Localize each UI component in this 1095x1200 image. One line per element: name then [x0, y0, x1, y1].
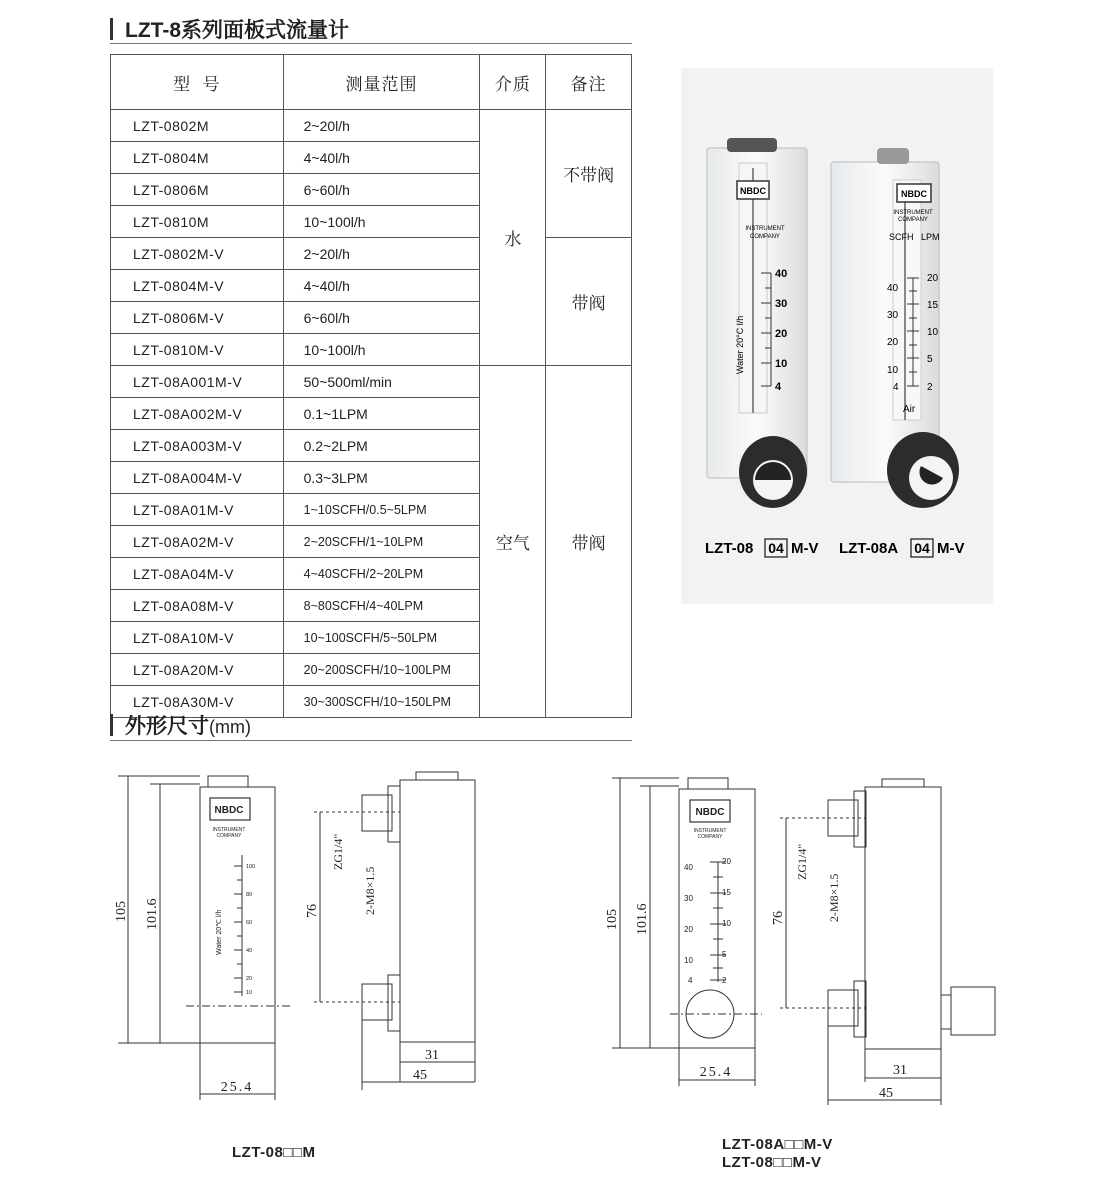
drawing-scale-number: 15 — [722, 888, 731, 897]
note-no-valve-cell: 不带阀 — [546, 110, 632, 238]
range-cell: 10~100l/h — [283, 206, 480, 238]
photo-caption-left — [705, 539, 819, 557]
header-medium: 介质 — [480, 55, 546, 110]
section-title-text: LZT-8系列面板式流量计 — [125, 19, 349, 42]
mount-spec: 2-M8×1.5 — [363, 866, 377, 915]
range-cell: 20~200SCFH/10~100LPM — [283, 654, 480, 686]
drawing-scale-number: 60 — [246, 920, 253, 926]
section-title-dimensions — [110, 710, 251, 740]
drawing2-caption-1: LZT-08A□□M-V — [722, 1136, 833, 1153]
scale-number: 15 — [927, 300, 939, 311]
range-cell: 2~20SCFH/1~10LPM — [283, 526, 480, 558]
dim-scale-height: 101.6 — [635, 903, 650, 935]
range-cell: 30~300SCFH/10~150LPM — [283, 686, 480, 718]
header-model: 型 号 — [111, 55, 284, 110]
range-cell: 6~60l/h — [283, 302, 480, 334]
flowmeter-left — [707, 138, 807, 508]
drawing1-labels — [114, 805, 439, 1095]
drawing-scale-number: 80 — [246, 892, 253, 898]
range-cell: 4~40l/h — [283, 270, 480, 302]
drawing-scale-number: 100 — [246, 864, 256, 870]
caption-suffix: M-V — [937, 540, 965, 557]
thread-spec: ZG1/4" — [331, 833, 345, 870]
drawing-scale-number: 4 — [688, 976, 693, 985]
dim-total-height: 105 — [605, 909, 620, 930]
scale-number: 2 — [927, 382, 933, 393]
drawing-brand: NBDC — [695, 807, 725, 818]
brand-sub2: COMPANY — [750, 234, 780, 240]
scale-number: 20 — [775, 328, 788, 340]
caption-box: 04 — [768, 540, 784, 556]
scale-number: 10 — [927, 327, 939, 338]
product-photo — [681, 68, 993, 604]
flowmeter-right — [831, 148, 959, 508]
dim-depth-45: 45 — [413, 1068, 427, 1083]
dim-scale-height: 101.6 — [145, 898, 160, 930]
scale-number: 20 — [927, 273, 939, 284]
title-underline — [110, 43, 632, 44]
model-cell: LZT-0806M-V — [111, 302, 284, 334]
range-cell: 4~40l/h — [283, 142, 480, 174]
title-bar — [110, 18, 113, 40]
range-cell: 0.3~3LPM — [283, 462, 480, 494]
header-note: 备注 — [546, 55, 632, 110]
dim-depth-31: 31 — [893, 1063, 907, 1078]
product-photo-illustration — [681, 68, 993, 604]
table-header-row — [111, 55, 632, 110]
range-cell: 50~500ml/min — [283, 366, 480, 398]
model-cell: LZT-08A02M-V — [111, 526, 284, 558]
drawing1-front-view — [186, 776, 290, 1043]
title-underline — [110, 740, 632, 741]
drawing1-caption: LZT-08□□M — [232, 1144, 316, 1161]
dim-port-spacing: 76 — [771, 911, 786, 925]
caption-suffix: M-V — [791, 540, 819, 557]
range-cell: 6~60l/h — [283, 174, 480, 206]
brand-logo: NBDC — [901, 189, 927, 199]
dim-total-height: 105 — [114, 901, 129, 922]
air-label: Air — [903, 404, 916, 415]
drawing-brand-sub1: INSTRUMENT — [693, 828, 727, 834]
drawing-brand-sub2: COMPANY — [216, 833, 242, 839]
range-cell: 0.1~1LPM — [283, 398, 480, 430]
unit-left: SCFH — [889, 232, 914, 242]
medium-air-cell: 空气 — [480, 366, 546, 718]
range-cell: 0.2~2LPM — [283, 430, 480, 462]
section-title-spec — [110, 14, 349, 44]
title-bar — [110, 714, 113, 736]
drawing2-dimensions — [612, 778, 755, 1086]
drawing-scale-number: 10 — [246, 990, 253, 996]
table-row — [111, 366, 632, 398]
header-range: 测量范围 — [283, 55, 480, 110]
dim-depth-45: 45 — [879, 1086, 893, 1101]
drawing-brand-sub2: COMPANY — [697, 834, 723, 840]
model-cell: LZT-0810M — [111, 206, 284, 238]
drawing2-labels — [605, 807, 907, 1101]
scale-label: Water 20°C l/h — [735, 315, 745, 374]
drawing-scale-number: 20 — [246, 976, 253, 982]
scale-number: 10 — [775, 358, 788, 370]
scale-number: 4 — [893, 382, 899, 393]
drawing-scale-number: 40 — [684, 863, 693, 872]
range-cell: 2~20l/h — [283, 110, 480, 142]
mount-spec: 2-M8×1.5 — [827, 873, 841, 922]
drawing1-dimensions — [118, 776, 275, 1100]
range-cell: 4~40SCFH/2~20LPM — [283, 558, 480, 590]
drawing-scale-number: 30 — [684, 894, 693, 903]
thread-spec: ZG1/4" — [795, 843, 809, 880]
model-cell: LZT-0806M — [111, 174, 284, 206]
dim-width: 25.4 — [220, 1080, 254, 1095]
scale-number: 20 — [887, 337, 899, 348]
brand-sub2: COMPANY — [898, 217, 928, 223]
model-cell: LZT-08A10M-V — [111, 622, 284, 654]
model-cell: LZT-08A002M-V — [111, 398, 284, 430]
model-cell: LZT-0802M-V — [111, 238, 284, 270]
model-cell: LZT-08A30M-V — [111, 686, 284, 718]
note-valve-air-cell: 带阀 — [546, 366, 632, 718]
drawing-scale-number: 10 — [684, 956, 693, 965]
scale-number: 40 — [775, 268, 788, 280]
photo-caption-right — [839, 539, 965, 557]
drawing-scale-number: 20 — [684, 925, 693, 934]
drawing-scale-number: 20 — [722, 857, 731, 866]
model-cell: LZT-0802M — [111, 110, 284, 142]
scale-number: 4 — [775, 381, 782, 393]
model-cell: LZT-08A003M-V — [111, 430, 284, 462]
drawing-brand: NBDC — [214, 805, 244, 816]
model-cell: LZT-08A20M-V — [111, 654, 284, 686]
brand-logo: NBDC — [740, 186, 766, 196]
caption-box: 04 — [914, 540, 930, 556]
scale-number: 40 — [887, 283, 899, 294]
drawing-scale-number: 2 — [722, 976, 727, 985]
caption-text: LZT-08 — [705, 540, 754, 557]
note-valve-cell: 带阀 — [546, 238, 632, 366]
drawing-brand-sub1: INSTRUMENT — [212, 827, 246, 833]
model-cell: LZT-0804M — [111, 142, 284, 174]
model-cell: LZT-08A001M-V — [111, 366, 284, 398]
drawing-scale-number: 40 — [246, 948, 253, 954]
model-cell: LZT-08A04M-V — [111, 558, 284, 590]
range-cell: 1~10SCFH/0.5~5LPM — [283, 494, 480, 526]
drawing-scale-label: Water 20℃ l/h — [216, 909, 223, 955]
dim-port-spacing: 76 — [305, 904, 320, 918]
drawing2-front-view — [670, 778, 762, 1048]
model-cell: LZT-0804M-V — [111, 270, 284, 302]
range-cell: 10~100l/h — [283, 334, 480, 366]
scale-number: 30 — [775, 298, 788, 310]
range-cell: 2~20l/h — [283, 238, 480, 270]
brand-sub1: INSTRUMENT — [745, 226, 785, 232]
spec-table — [110, 54, 632, 718]
drawing-scale-number: 10 — [722, 919, 731, 928]
drawing2-side-view — [780, 779, 995, 1105]
brand-sub1: INSTRUMENT — [893, 210, 933, 216]
scale-number: 10 — [887, 365, 899, 376]
model-cell: LZT-08A01M-V — [111, 494, 284, 526]
scale-number: 30 — [887, 310, 899, 321]
range-cell: 8~80SCFH/4~40LPM — [283, 590, 480, 622]
drawing-scale-number: 5 — [722, 950, 727, 959]
scale-number: 5 — [927, 354, 933, 365]
range-cell: 10~100SCFH/5~50LPM — [283, 622, 480, 654]
table-row — [111, 110, 632, 142]
model-cell: LZT-0810M-V — [111, 334, 284, 366]
table-row — [111, 238, 632, 270]
model-cell: LZT-08A08M-V — [111, 590, 284, 622]
unit-right: LPM — [921, 232, 940, 242]
model-cell: LZT-08A004M-V — [111, 462, 284, 494]
section-title-unit: (mm) — [209, 717, 251, 737]
dim-depth-31: 31 — [425, 1048, 439, 1063]
caption-text: LZT-08A — [839, 540, 899, 557]
section-title-text: 外形尺寸 — [125, 715, 209, 738]
drawing2-caption-2: LZT-08□□M-V — [722, 1154, 822, 1171]
medium-water-cell: 水 — [480, 110, 546, 366]
drawing1-side-view — [314, 772, 475, 1090]
dim-width: 25.4 — [699, 1065, 733, 1080]
